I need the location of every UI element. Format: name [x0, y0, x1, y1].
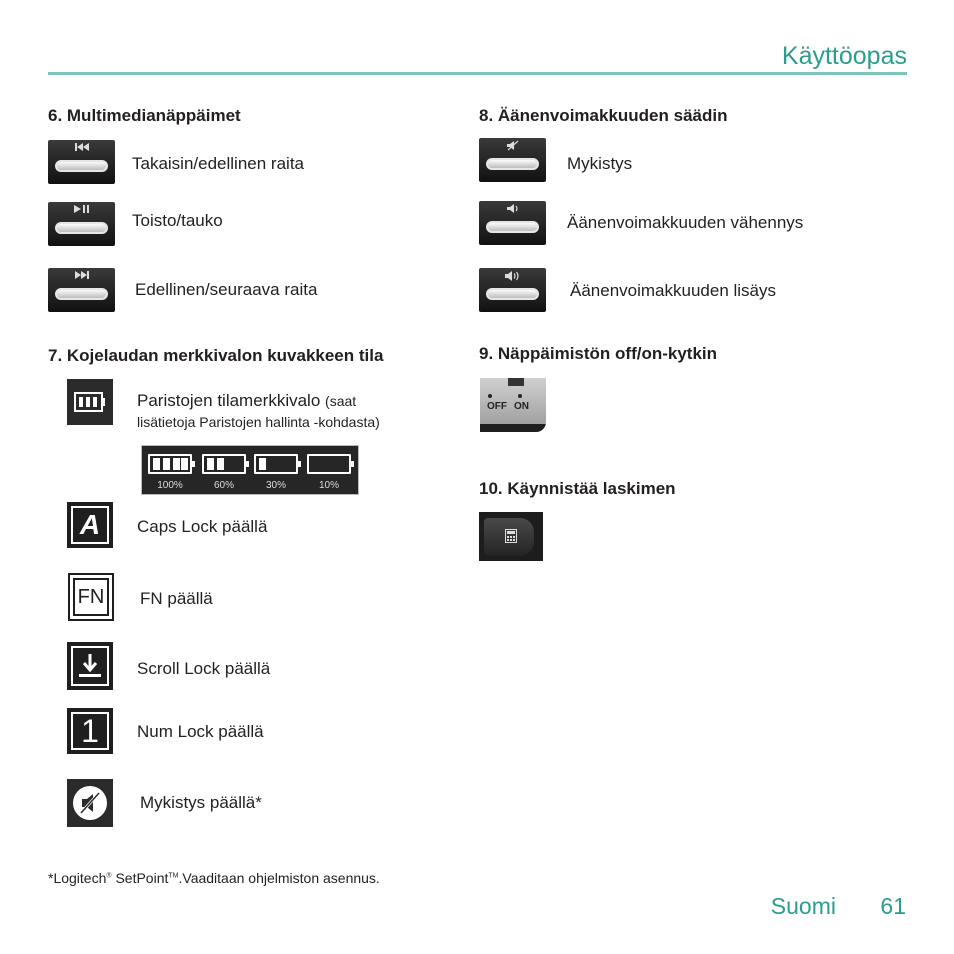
fn-icon: FN — [68, 573, 114, 621]
battery-indicator-label: Paristojen tilamerkkivalo (saat — [137, 391, 357, 410]
mute-status-icon — [67, 779, 113, 827]
num-lock-icon: 1 — [67, 708, 113, 754]
previous-track-icon — [48, 142, 115, 156]
caps-lock-label: Caps Lock päällä — [137, 517, 268, 536]
on-label: ON — [514, 401, 529, 412]
battery-status-icon — [67, 379, 113, 425]
mute-label: Mykistys — [567, 154, 633, 173]
play-pause-icon — [48, 204, 115, 218]
calculator-icon — [505, 529, 517, 548]
battery-60-icon — [202, 454, 246, 474]
play-pause-label: Toisto/tauko — [132, 211, 223, 230]
next-track-label: Edellinen/seuraava raita — [135, 280, 318, 299]
battery-level-label: 60% — [213, 480, 234, 491]
play-pause-key — [48, 202, 115, 246]
next-track-icon — [48, 270, 115, 284]
volume-up-icon — [479, 270, 546, 286]
battery-indicator-note: lisätietoja Paristojen hallinta -kohdasta) — [137, 414, 380, 430]
section-6-title: 6. Multimedianäppäimet — [48, 106, 241, 125]
section-10-title: 10. Käynnistää laskimen — [479, 479, 676, 498]
volume-down-icon — [479, 203, 546, 218]
next-track-key — [48, 268, 115, 312]
previous-track-key — [48, 140, 115, 184]
page-number: 61 — [880, 893, 906, 919]
section-9-title: 9. Näppäimistön off/on-kytkin — [479, 344, 718, 363]
section-7-title: 7. Kojelaudan merkkivalon kuvakkeen tila — [48, 346, 384, 365]
battery-30-icon — [254, 454, 298, 474]
mute-key — [479, 138, 546, 182]
previous-track-label: Takaisin/edellinen raita — [132, 154, 304, 173]
volume-up-label: Äänenvoimakkuuden lisäys — [570, 281, 777, 300]
battery-levels-strip — [141, 445, 359, 495]
battery-level-label: 30% — [265, 480, 286, 491]
volume-down-label: Äänenvoimakkuuden vähennys — [567, 213, 804, 232]
battery-10-icon — [307, 454, 351, 474]
header-divider — [48, 72, 907, 75]
scroll-lock-icon — [67, 642, 113, 690]
page-title: Käyttöopas — [781, 42, 907, 70]
footer-language: Suomi — [770, 893, 836, 919]
volume-up-key — [479, 268, 546, 312]
section-8-title: 8. Äänenvoimakkuuden säädin — [479, 106, 728, 125]
battery-level-label: 100% — [157, 480, 183, 491]
caps-lock-icon: A — [67, 502, 113, 548]
fn-label: FN päällä — [140, 589, 213, 608]
mute-status-label: Mykistys päällä* — [140, 793, 262, 812]
scroll-lock-label: Scroll Lock päällä — [137, 659, 271, 678]
num-lock-label: Num Lock päällä — [137, 722, 264, 741]
off-label: OFF — [487, 401, 507, 412]
mute-icon — [479, 140, 546, 155]
footnote: *Logitech® SetPoint™.Vaaditaan ohjelmiston asennus. — [48, 870, 380, 886]
power-switch-image — [480, 378, 546, 432]
battery-100-icon — [148, 454, 192, 474]
battery-level-label: 10% — [318, 480, 339, 491]
volume-down-key — [479, 201, 546, 245]
switch-slider — [508, 378, 524, 386]
calculator-key-image — [479, 512, 543, 561]
